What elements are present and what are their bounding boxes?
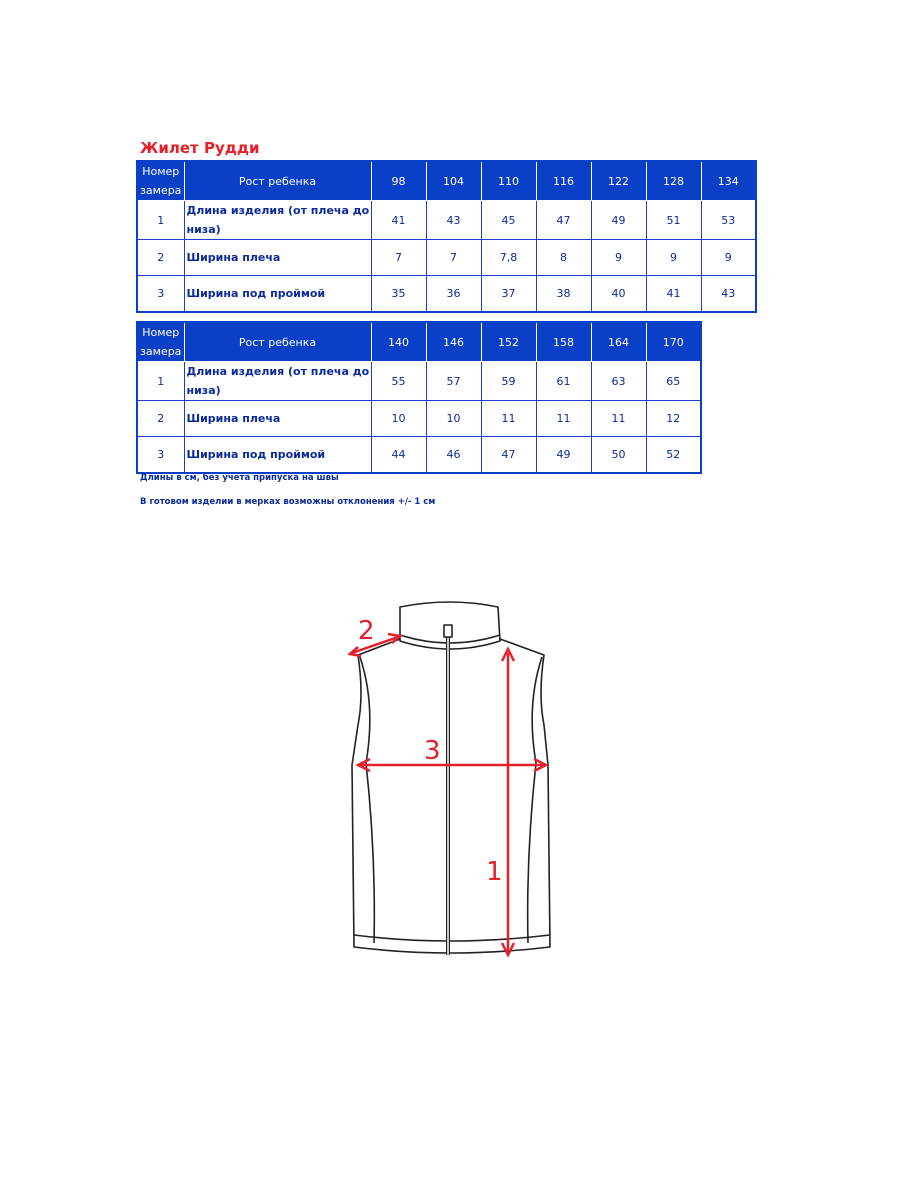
value-cell: 61 bbox=[536, 362, 591, 401]
value-cell: 59 bbox=[481, 362, 536, 401]
height-cell: 140 bbox=[371, 322, 426, 362]
row-index: 2 bbox=[137, 401, 184, 437]
height-cell: 104 bbox=[426, 161, 481, 201]
height-cell: 158 bbox=[536, 322, 591, 362]
note-tolerance: В готовом изделии в мерках возможны отклонения +/- 1 см bbox=[140, 497, 436, 507]
row-label: Длина изделия (от плеча до низа) bbox=[184, 201, 371, 240]
value-cell: 7 bbox=[371, 240, 426, 276]
page-title: Жилет Рудди bbox=[140, 139, 260, 157]
value-cell: 43 bbox=[426, 201, 481, 240]
height-cell: 170 bbox=[646, 322, 701, 362]
row-index: 2 bbox=[137, 240, 184, 276]
value-cell: 51 bbox=[646, 201, 701, 240]
row-index: 3 bbox=[137, 276, 184, 312]
value-cell: 11 bbox=[481, 401, 536, 437]
table-row bbox=[137, 276, 756, 312]
value-cell: 43 bbox=[701, 276, 756, 312]
value-cell: 10 bbox=[371, 401, 426, 437]
value-cell: 35 bbox=[371, 276, 426, 312]
value-cell: 9 bbox=[701, 240, 756, 276]
height-cell: 110 bbox=[481, 161, 536, 201]
row-label: Ширина под проймой bbox=[184, 276, 371, 312]
header-number: Номер замера bbox=[137, 322, 184, 362]
height-cell: 128 bbox=[646, 161, 701, 201]
value-cell: 40 bbox=[591, 276, 646, 312]
header-height: Рост ребенка bbox=[184, 322, 371, 362]
value-cell: 9 bbox=[646, 240, 701, 276]
value-cell: 49 bbox=[536, 437, 591, 473]
header-row bbox=[137, 161, 756, 201]
table-row bbox=[137, 401, 701, 437]
value-cell: 63 bbox=[591, 362, 646, 401]
row-label: Ширина плеча bbox=[184, 401, 371, 437]
value-cell: 8 bbox=[536, 240, 591, 276]
vest-diagram bbox=[330, 595, 570, 975]
value-cell: 11 bbox=[536, 401, 591, 437]
value-cell: 50 bbox=[591, 437, 646, 473]
marker-3: 3 bbox=[424, 736, 441, 766]
value-cell: 49 bbox=[591, 201, 646, 240]
value-cell: 52 bbox=[646, 437, 701, 473]
header-row bbox=[137, 322, 701, 362]
vest-left-side-seam bbox=[366, 763, 374, 943]
header-height: Рост ребенка bbox=[184, 161, 371, 201]
value-cell: 38 bbox=[536, 276, 591, 312]
value-cell: 9 bbox=[591, 240, 646, 276]
value-cell: 41 bbox=[646, 276, 701, 312]
table-row bbox=[137, 362, 701, 401]
marker-2: 2 bbox=[358, 616, 375, 646]
value-cell: 53 bbox=[701, 201, 756, 240]
value-cell: 12 bbox=[646, 401, 701, 437]
value-cell: 36 bbox=[426, 276, 481, 312]
height-cell: 116 bbox=[536, 161, 591, 201]
zipper-pull bbox=[444, 625, 452, 637]
height-cell: 122 bbox=[591, 161, 646, 201]
row-label: Ширина под проймой bbox=[184, 437, 371, 473]
header-number: Номер замера bbox=[137, 161, 184, 201]
table-row bbox=[137, 240, 756, 276]
row-label: Длина изделия (от плеча до низа) bbox=[184, 362, 371, 401]
value-cell: 11 bbox=[591, 401, 646, 437]
vest-body bbox=[352, 639, 550, 953]
vest-right-armhole bbox=[532, 657, 542, 763]
height-cell: 164 bbox=[591, 322, 646, 362]
vest-hem bbox=[354, 935, 550, 941]
height-cell: 134 bbox=[701, 161, 756, 201]
row-index: 3 bbox=[137, 437, 184, 473]
value-cell: 46 bbox=[426, 437, 481, 473]
value-cell: 41 bbox=[371, 201, 426, 240]
value-cell: 7,8 bbox=[481, 240, 536, 276]
value-cell: 7 bbox=[426, 240, 481, 276]
value-cell: 45 bbox=[481, 201, 536, 240]
size-table-2 bbox=[136, 321, 702, 474]
row-index: 1 bbox=[137, 362, 184, 401]
vest-right-side-seam bbox=[528, 763, 536, 943]
value-cell: 37 bbox=[481, 276, 536, 312]
table-row bbox=[137, 437, 701, 473]
value-cell: 47 bbox=[536, 201, 591, 240]
value-cell: 65 bbox=[646, 362, 701, 401]
vest-left-armhole bbox=[360, 657, 370, 763]
note-units: Длины в см, без учета припуска на швы bbox=[140, 473, 339, 483]
value-cell: 10 bbox=[426, 401, 481, 437]
value-cell: 47 bbox=[481, 437, 536, 473]
height-cell: 146 bbox=[426, 322, 481, 362]
height-cell: 152 bbox=[481, 322, 536, 362]
row-label: Ширина плеча bbox=[184, 240, 371, 276]
marker-1: 1 bbox=[486, 857, 503, 887]
table-row bbox=[137, 201, 756, 240]
value-cell: 44 bbox=[371, 437, 426, 473]
value-cell: 57 bbox=[426, 362, 481, 401]
value-cell: 55 bbox=[371, 362, 426, 401]
size-table-1 bbox=[136, 160, 757, 313]
height-cell: 98 bbox=[371, 161, 426, 201]
row-index: 1 bbox=[137, 201, 184, 240]
